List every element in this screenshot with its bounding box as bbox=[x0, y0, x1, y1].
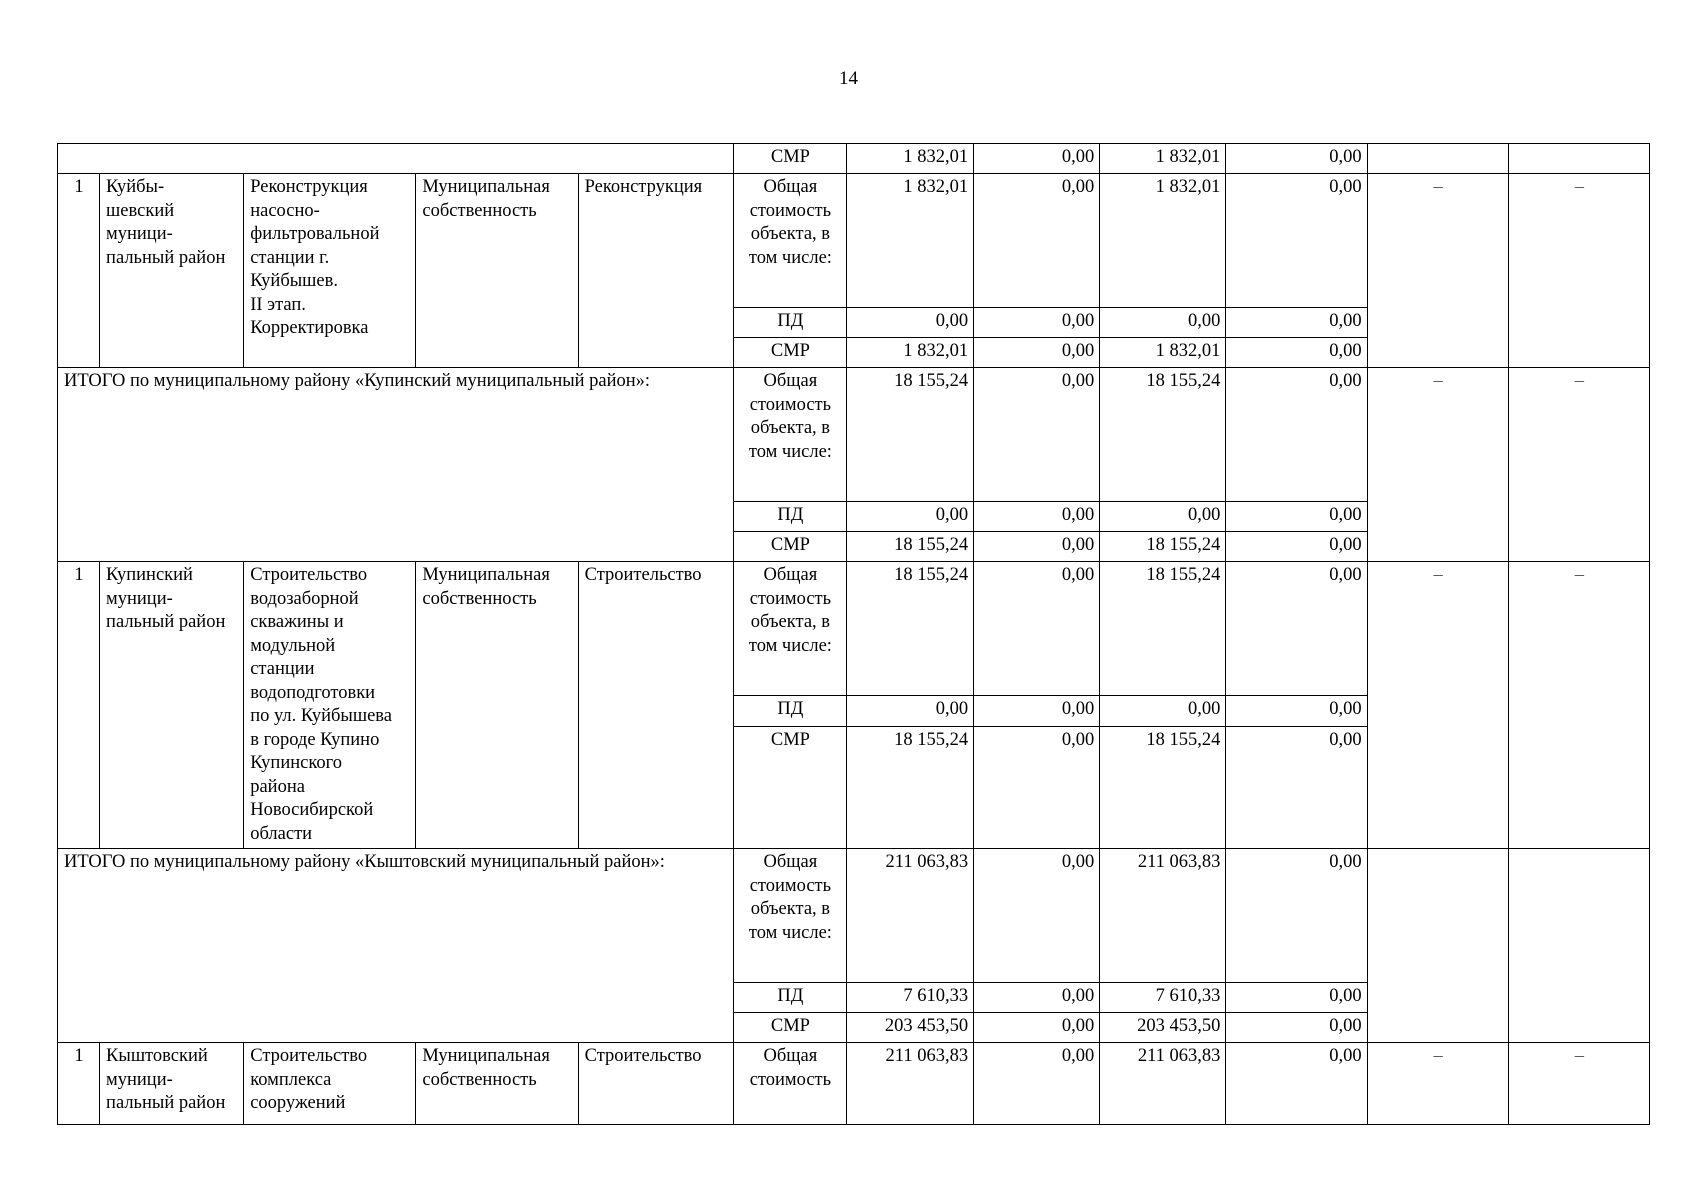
district-cell: Кыштовский муници- пальный район bbox=[100, 1043, 244, 1125]
value-cell: 0,00 bbox=[1226, 144, 1367, 174]
district-cell: Купинский муници- пальный район bbox=[100, 562, 244, 849]
total-cost-label: Общая стоимость bbox=[733, 1043, 846, 1125]
empty-cell bbox=[1508, 144, 1649, 174]
value-cell: 0,00 bbox=[974, 696, 1100, 726]
value-cell: 0,00 bbox=[974, 368, 1100, 502]
row-number: 1 bbox=[58, 562, 100, 849]
table-row bbox=[58, 174, 1650, 308]
object-name-cell: Реконструкция насосно- фильтровальной станции г. Куйбышев. II этап. Корректировка bbox=[244, 174, 416, 368]
value-cell: 18 155,24 bbox=[1100, 562, 1226, 696]
value-cell: 0,00 bbox=[1100, 308, 1226, 338]
dash-cell: – bbox=[1367, 174, 1508, 368]
value-cell: 203 453,50 bbox=[846, 1013, 973, 1043]
value-cell: 18 155,24 bbox=[846, 532, 973, 562]
value-cell: 0,00 bbox=[974, 1043, 1100, 1125]
value-cell: 0,00 bbox=[974, 338, 1100, 368]
value-cell: 0,00 bbox=[974, 983, 1100, 1013]
table-row bbox=[58, 849, 1650, 983]
pd-label: ПД bbox=[733, 983, 846, 1013]
value-cell: 1 832,01 bbox=[1100, 174, 1226, 308]
dash-cell: – bbox=[1508, 1043, 1649, 1125]
pd-label: ПД bbox=[733, 502, 846, 532]
investment-table bbox=[57, 143, 1650, 1125]
value-cell: 18 155,24 bbox=[846, 562, 973, 696]
dash-cell: – bbox=[1367, 562, 1508, 849]
value-cell: 1 832,01 bbox=[1100, 338, 1226, 368]
smr-label: СМР bbox=[733, 144, 846, 174]
total-cost-label: Общая стоимость объекта, в том числе: bbox=[733, 849, 846, 983]
value-cell: 211 063,83 bbox=[846, 849, 973, 983]
ownership-cell: Муниципальная собственность bbox=[416, 174, 578, 368]
value-cell: 7 610,33 bbox=[846, 983, 973, 1013]
value-cell: 1 832,01 bbox=[846, 174, 973, 308]
value-cell: 0,00 bbox=[1226, 174, 1367, 308]
value-cell: 0,00 bbox=[974, 726, 1100, 848]
value-cell: 211 063,83 bbox=[1100, 1043, 1226, 1125]
value-cell: 1 832,01 bbox=[846, 144, 973, 174]
dash-cell: – bbox=[1508, 368, 1649, 562]
district-total-title: ИТОГО по муниципальному району «Кыштовский муниципальный район»: bbox=[58, 849, 734, 1043]
value-cell: 0,00 bbox=[974, 174, 1100, 308]
value-cell: 0,00 bbox=[1100, 502, 1226, 532]
work-type-cell: Строительство bbox=[578, 562, 733, 849]
empty-cell bbox=[1367, 144, 1508, 174]
value-cell: 0,00 bbox=[1226, 338, 1367, 368]
table-row bbox=[58, 562, 1650, 696]
work-type-cell: Строительство bbox=[578, 1043, 733, 1125]
value-cell: 18 155,24 bbox=[1100, 368, 1226, 502]
table-row bbox=[58, 1043, 1650, 1125]
value-cell: 0,00 bbox=[974, 849, 1100, 983]
work-type-cell: Реконструкция bbox=[578, 174, 733, 368]
value-cell: 0,00 bbox=[1226, 368, 1367, 502]
value-cell: 0,00 bbox=[846, 696, 973, 726]
row-number: 1 bbox=[58, 1043, 100, 1125]
empty-cell bbox=[58, 144, 734, 174]
ownership-cell: Муниципальная собственность bbox=[416, 562, 578, 849]
value-cell: 0,00 bbox=[1226, 308, 1367, 338]
value-cell: 0,00 bbox=[1226, 1043, 1367, 1125]
dash-cell: – bbox=[1367, 368, 1508, 562]
total-cost-label: Общая стоимость объекта, в том числе: bbox=[733, 368, 846, 502]
table-row bbox=[58, 368, 1650, 502]
value-cell: 0,00 bbox=[974, 144, 1100, 174]
value-cell: 18 155,24 bbox=[846, 726, 973, 848]
object-name-cell: Строительство комплекса сооружений bbox=[244, 1043, 416, 1125]
value-cell: 18 155,24 bbox=[1100, 532, 1226, 562]
value-cell: 0,00 bbox=[974, 562, 1100, 696]
pd-label: ПД bbox=[733, 696, 846, 726]
smr-label: СМР bbox=[733, 1013, 846, 1043]
value-cell: 0,00 bbox=[974, 532, 1100, 562]
value-cell: 0,00 bbox=[1226, 696, 1367, 726]
empty-cell bbox=[1367, 849, 1508, 1043]
value-cell: 203 453,50 bbox=[1100, 1013, 1226, 1043]
page-number: 14 bbox=[839, 68, 858, 89]
district-cell: Куйбы- шевский муници- пальный район bbox=[100, 174, 244, 368]
value-cell: 211 063,83 bbox=[846, 1043, 973, 1125]
ownership-cell: Муниципальная собственность bbox=[416, 1043, 578, 1125]
value-cell: 211 063,83 bbox=[1100, 849, 1226, 983]
value-cell: 0,00 bbox=[1226, 726, 1367, 848]
empty-cell bbox=[1508, 849, 1649, 1043]
total-cost-label: Общая стоимость объекта, в том числе: bbox=[733, 174, 846, 308]
value-cell: 0,00 bbox=[974, 1013, 1100, 1043]
value-cell: 0,00 bbox=[846, 308, 973, 338]
value-cell: 0,00 bbox=[1226, 849, 1367, 983]
smr-label: СМР bbox=[733, 726, 846, 848]
value-cell: 0,00 bbox=[1226, 1013, 1367, 1043]
dash-cell: – bbox=[1508, 174, 1649, 368]
district-total-title: ИТОГО по муниципальному району «Купинский муниципальный район»: bbox=[58, 368, 734, 562]
row-number: 1 bbox=[58, 174, 100, 368]
total-cost-label: Общая стоимость объекта, в том числе: bbox=[733, 562, 846, 696]
value-cell: 7 610,33 bbox=[1100, 983, 1226, 1013]
value-cell: 0,00 bbox=[1226, 562, 1367, 696]
value-cell: 0,00 bbox=[974, 502, 1100, 532]
table-row bbox=[58, 144, 1650, 174]
value-cell: 1 832,01 bbox=[846, 338, 973, 368]
object-name-cell: Строительство водозаборной скважины и модульной станции водоподготовки по ул. Куйбышева в городе Купино Купинского района Новосибирской области bbox=[244, 562, 416, 849]
dash-cell: – bbox=[1367, 1043, 1508, 1125]
value-cell: 0,00 bbox=[974, 308, 1100, 338]
value-cell: 0,00 bbox=[1226, 502, 1367, 532]
value-cell: 0,00 bbox=[1226, 532, 1367, 562]
value-cell: 18 155,24 bbox=[1100, 726, 1226, 848]
pd-label: ПД bbox=[733, 308, 846, 338]
dash-cell: – bbox=[1508, 562, 1649, 849]
value-cell: 0,00 bbox=[1100, 696, 1226, 726]
smr-label: СМР bbox=[733, 532, 846, 562]
value-cell: 1 832,01 bbox=[1100, 144, 1226, 174]
smr-label: СМР bbox=[733, 338, 846, 368]
value-cell: 0,00 bbox=[846, 502, 973, 532]
value-cell: 0,00 bbox=[1226, 983, 1367, 1013]
value-cell: 18 155,24 bbox=[846, 368, 973, 502]
